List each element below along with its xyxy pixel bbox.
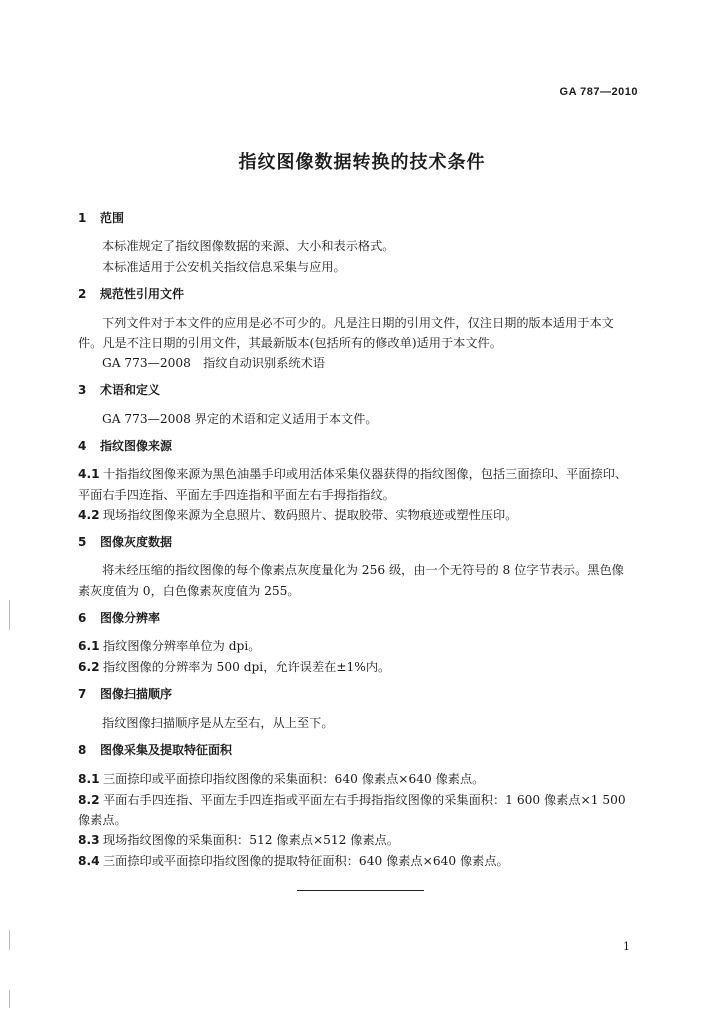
scan-artifact — [9, 930, 10, 950]
clause-text: 现场指纹图像的采集面积：512 像素点×512 像素点。 — [103, 833, 400, 847]
clause-text: 指纹图像的分辨率为 500 dpi，允许误差在±1%内。 — [103, 660, 391, 674]
clause-number: 6.1 — [78, 639, 100, 653]
clause-text: 像素点。 — [78, 813, 127, 827]
section-number: 6 — [78, 611, 87, 625]
section-number: 3 — [78, 383, 87, 397]
section-title: 规范性引用文件 — [100, 287, 185, 301]
section-heading-2 — [78, 285, 184, 302]
clause-text: 平面右手四连指、平面左手四连指或平面左右手拇指指纹图像的采集面积：1 600 像素点×1 500 — [103, 793, 626, 807]
section-title: 范围 — [100, 211, 125, 225]
section-number: 5 — [78, 535, 87, 549]
paragraph: GA 773—2008 界定的术语和定义适用于本文件。 — [102, 412, 378, 426]
end-rule — [297, 890, 424, 891]
page-title: 指纹图像数据转换的技术条件 — [238, 152, 486, 173]
section-title: 术语和定义 — [100, 383, 161, 397]
clause-text: 十指指纹图像来源为黑色油墨手印或用活体采集仪器获得的指纹图像，包括三面捺印、平面捺印、 — [103, 467, 628, 481]
section-heading-6 — [78, 609, 160, 626]
section-title: 图像采集及提取特征面积 — [100, 743, 233, 757]
scan-artifact — [9, 990, 10, 1008]
paragraph: 件。凡是不注日期的引用文件，其最新版本(包括所有的修改单)适用于本文件。 — [78, 336, 502, 350]
paragraph: 将未经压缩的指纹图像的每个像素点灰度量化为 256 级，由一个无符号的 8 位字节表示。黑色像 — [102, 563, 624, 577]
paragraph: 下列文件对于本文件的应用是必不可少的。凡是注日期的引用文件，仅注日期的版本适用于本文 — [102, 316, 614, 330]
section-number: 8 — [78, 743, 87, 757]
paragraph: 素灰度值为 0，白色像素灰度值为 255。 — [78, 584, 300, 598]
section-heading-7 — [78, 685, 172, 702]
section-title: 图像分辨率 — [100, 611, 161, 625]
clause-6-2 — [78, 658, 390, 675]
clause-text: 指纹图像分辨率单位为 dpi。 — [103, 639, 261, 653]
section-number: 2 — [78, 287, 87, 301]
clause-number: 8.3 — [78, 833, 100, 847]
paragraph: 指纹图像扫描顺序是从左至右，从上至下。 — [102, 716, 334, 730]
clause-text: 三面捺印或平面捺印指纹图像的提取特征面积：640 像素点×640 像素点。 — [103, 854, 509, 868]
clause-number: 8.1 — [78, 772, 100, 786]
clause-number: 6.2 — [78, 660, 100, 674]
section-title: 指纹图像来源 — [100, 439, 173, 453]
section-title: 图像灰度数据 — [100, 535, 173, 549]
clause-8-3 — [78, 831, 399, 848]
section-heading-3 — [78, 381, 160, 398]
paragraph: 本标准适用于公安机关指纹信息采集与应用。 — [102, 260, 346, 274]
section-title: 图像扫描顺序 — [100, 687, 173, 701]
clause-text: 平面右手四连指、平面左手四连指和平面左右手拇指指纹。 — [78, 488, 395, 502]
clause-number: 8.2 — [78, 793, 100, 807]
section-heading-8 — [78, 741, 232, 758]
section-heading-5 — [78, 533, 172, 550]
clause-number: 8.4 — [78, 854, 100, 868]
clause-8-4 — [78, 852, 509, 869]
clause-number: 4.1 — [78, 467, 100, 481]
clause-8-1 — [78, 770, 484, 787]
section-number: 7 — [78, 687, 87, 701]
clause-number: 4.2 — [78, 508, 100, 522]
normative-reference: GA 773—2008 指纹自动识别系统术语 — [102, 356, 325, 370]
section-heading-4 — [78, 437, 172, 454]
document-number: GA 787—2010 — [559, 86, 638, 98]
paragraph: 本标准规定了指纹图像数据的来源、大小和表示格式。 — [102, 239, 395, 253]
clause-6-1 — [78, 637, 260, 654]
clause-text: 三面捺印或平面捺印指纹图像的采集面积：640 像素点×640 像素点。 — [103, 772, 485, 786]
scan-artifact — [9, 600, 10, 630]
clause-text: 现场指纹图像来源为全息照片、数码照片、提取胶带、实物痕迹或塑性压印。 — [103, 508, 518, 522]
section-heading-1 — [78, 209, 124, 226]
page-number: 1 — [623, 940, 630, 953]
clause-8-2 — [78, 791, 626, 808]
section-number: 4 — [78, 439, 87, 453]
clause-4-2 — [78, 506, 517, 523]
section-number: 1 — [78, 211, 87, 225]
clause-4-1 — [78, 465, 627, 482]
